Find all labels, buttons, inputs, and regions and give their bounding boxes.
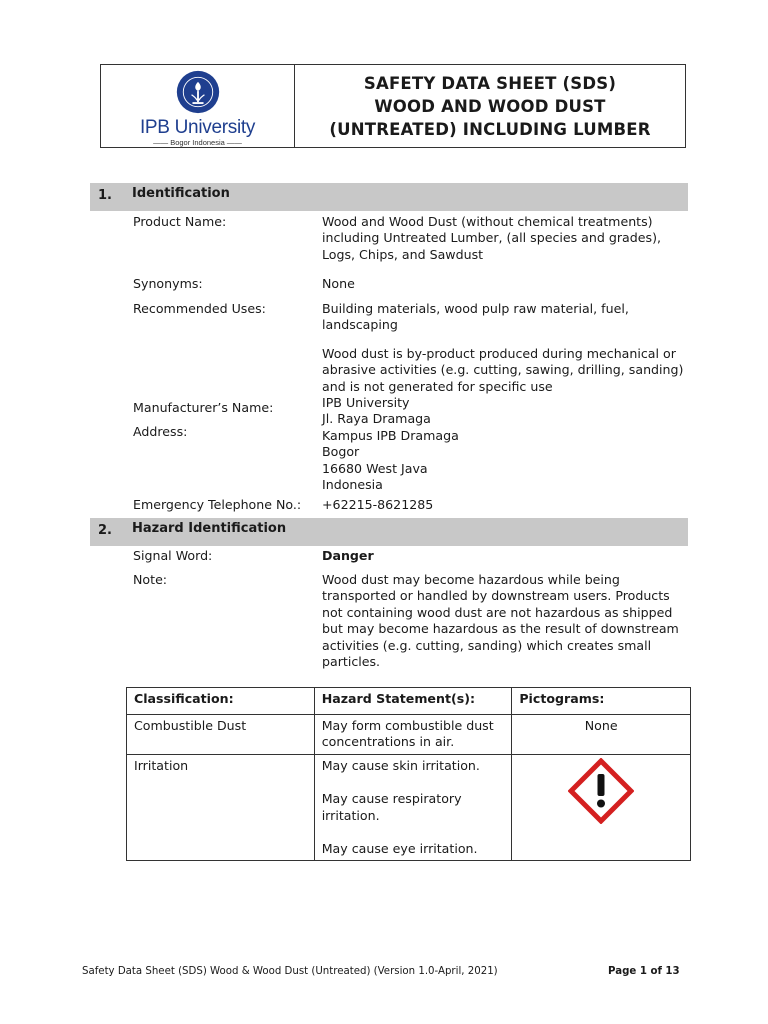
section-title: Hazard Identification [132, 521, 287, 536]
table-row [127, 715, 691, 755]
section-header-hazard-identification [90, 518, 688, 546]
emergency-phone-value: +62215-8621285 [322, 497, 434, 512]
classification-cell: Irritation [127, 754, 315, 861]
note-value: Wood dust may become hazardous while being transported or handled by downstream users. Products not containing wood dust are not hazardous as shipped but may become hazardous as the result of downstream activities (e.g. cutting, sanding) which creates small particles. [322, 572, 679, 670]
classification-header: Classification: [127, 688, 315, 715]
statement-cell [314, 754, 512, 861]
manufacturer-name-label: Manufacturer’s Name: [133, 400, 274, 415]
table-header-row [127, 688, 691, 715]
emergency-phone-label: Emergency Telephone No.: [133, 497, 302, 512]
section-title: Identification [132, 186, 230, 201]
address-line: Jl. Raya Dramaga [322, 411, 431, 427]
classification-cell: Combustible Dust [127, 715, 315, 755]
logo-subtext: —— Bogor Indonesia —— [153, 138, 242, 147]
manufacturer-address [322, 395, 687, 493]
hazard-classification-table [126, 687, 691, 861]
address-line: Indonesia [322, 477, 383, 493]
address-line: IPB University [322, 395, 410, 410]
footer-page-number: Page 1 of 13 [608, 966, 680, 977]
section-header-identification [90, 183, 688, 211]
title-line: (UNTREATED) INCLUDING LUMBER [329, 119, 651, 139]
signal-word-label: Signal Word: [133, 548, 213, 563]
pictogram-cell [512, 754, 691, 861]
recommended-uses-label: Recommended Uses: [133, 301, 266, 316]
address-line: Bogor [322, 444, 360, 460]
logo-text: IPB University [139, 117, 256, 138]
product-name-value: Wood and Wood Dust (without chemical treatments) including Untreated Lumber, (all species and grades), Logs, Chips, and Sawdust [322, 214, 661, 262]
synonyms-value: None [322, 276, 355, 291]
recommended-uses-note: Wood dust is by-product produced during mechanical or abrasive activities (e.g. cutting, sawing, drilling, sanding) and is not generated for specific use [322, 346, 684, 394]
product-name-label: Product Name: [133, 214, 227, 229]
recommended-uses-value: Building materials, wood pulp raw material, fuel, landscaping [322, 301, 629, 333]
logo-cell [101, 65, 295, 147]
section-number: 2. [98, 523, 112, 538]
synonyms-label: Synonyms: [133, 276, 203, 291]
hazard-statement-header: Hazard Statement(s): [314, 688, 512, 715]
title-line: SAFETY DATA SHEET (SDS) [363, 73, 617, 93]
pictogram-cell: None [512, 715, 691, 755]
exclamation-mark-pictogram-icon [568, 758, 634, 824]
note-label: Note: [133, 572, 168, 587]
statement-line: May cause respiratory irritation. [321, 791, 462, 823]
table-row [127, 754, 691, 861]
address-line: 16680 West Java [322, 460, 428, 476]
ipb-seal-icon [173, 69, 223, 115]
pictograms-header: Pictograms: [512, 688, 691, 715]
footer-document-info: Safety Data Sheet (SDS) Wood & Wood Dust (Untreated) (Version 1.0-April, 2021) [82, 966, 498, 977]
title-line: WOOD AND WOOD DUST [374, 96, 606, 116]
statement-cell: May form combustible dust concentrations in air. [314, 715, 512, 755]
document-header [100, 64, 686, 148]
document-title [295, 65, 685, 147]
section-number: 1. [98, 188, 112, 203]
signal-word-value: Danger [322, 548, 374, 563]
address-line: Kampus IPB Dramaga [322, 427, 459, 443]
address-label: Address: [133, 424, 188, 439]
statement-line: May cause eye irritation. [321, 841, 478, 857]
statement-line: May cause skin irritation. [321, 757, 480, 773]
